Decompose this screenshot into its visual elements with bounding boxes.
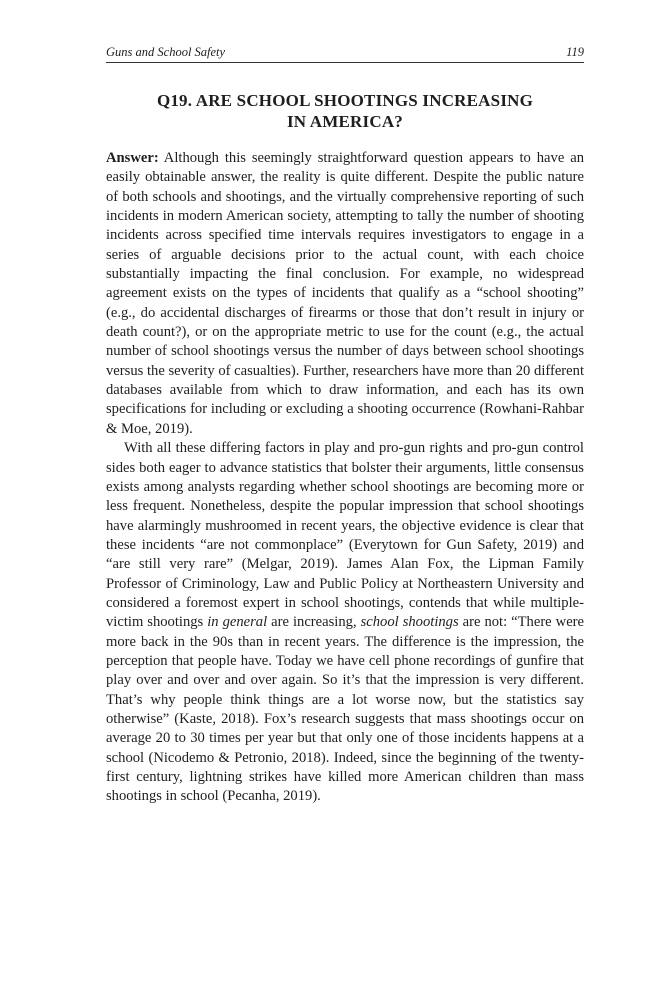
answer-paragraph-2 bbox=[106, 439, 584, 807]
answer-body bbox=[106, 149, 584, 807]
question-title bbox=[106, 90, 584, 132]
question-title-line-1: Q19. ARE SCHOOL SHOOTINGS INCREASING bbox=[156, 91, 534, 110]
answer-paragraph-1-text: Although this seemingly straightforward question appears to have an easily obtainable answer, the reality is quite different. Despite the public nature of both schools and shootings, and the virtually comprehensive reporting of such incidents in modern American society, attempting to tally the number of shooting incidents across specified time intervals requires investigators to engage in a series of arguable decisions prior to the actual count, with each choice substantially impacting the final conclusion. For example, no widespread agreement exists on the types of incidents that qualify as a “school shooting” (e.g., do accidental discharges of firearms or those that don’t result in injury or death count?), or on the appropriate metric to use for the count (e.g., the actual number of school shootings versus the number of days between school shootings versus the severity of casualties). Further, researchers have more than 20 different databases available from which to draw information, and each has its own specifications for including or excluding a shooting occurrence (Rowhani-Rahbar & Moe, 2019). bbox=[106, 150, 584, 437]
running-head bbox=[106, 44, 584, 63]
book-page bbox=[106, 44, 584, 807]
answer-paragraph-2-text-c: are not: “There were more back in the 90s than in recent years. The difference is the impression, the perception that people have. Today we have cell phone recordings of gunfire that play over and over and over again. So it’s that the impression is very different. That’s why people think things are a lot worse now, but the statistics say otherwise” (Kaste, 2018). Fox’s research suggests that mass shootings occur on average 20 to 30 times per year but that only one of those incidents happens at a school (Nicodemo & Petronio, 2018). Indeed, since the beginning of the twenty-first century, lightning strikes have killed more American children than mass shootings in school (Pecanha, 2019). bbox=[106, 614, 585, 805]
emphasis-in-general: in general bbox=[207, 614, 268, 631]
answer-paragraph-1 bbox=[106, 149, 584, 439]
answer-paragraph-2-text-b: are increasing, bbox=[267, 614, 361, 631]
emphasis-school-shootings: school shootings bbox=[360, 614, 459, 631]
question-title-line-2: IN AMERICA? bbox=[286, 112, 403, 131]
answer-paragraph-2-text-a: With all these differing factors in play and pro-gun rights and pro-gun control sides both eager to advance statistics that bolster their arguments, little consensus exists among analysts regarding whether school shootings are becoming more or less frequent. Nonetheless, despite the popular impression that school shootings have alarmingly mushroomed in recent years, the objective evidence is clear that these incidents “are not commonplace” (Everytown for Gun Safety, 2019) and “are still very rare” (Melgar, 2019). James Alan Fox, the Lipman Family Professor of Criminology, Law and Public Policy at Northeastern University and considered a foremost expert in school shootings, contends that while multiple-victim shootings bbox=[106, 440, 584, 631]
page-number: 119 bbox=[566, 45, 584, 59]
answer-lead: Answer: bbox=[106, 150, 159, 166]
running-title: Guns and School Safety bbox=[106, 45, 226, 59]
